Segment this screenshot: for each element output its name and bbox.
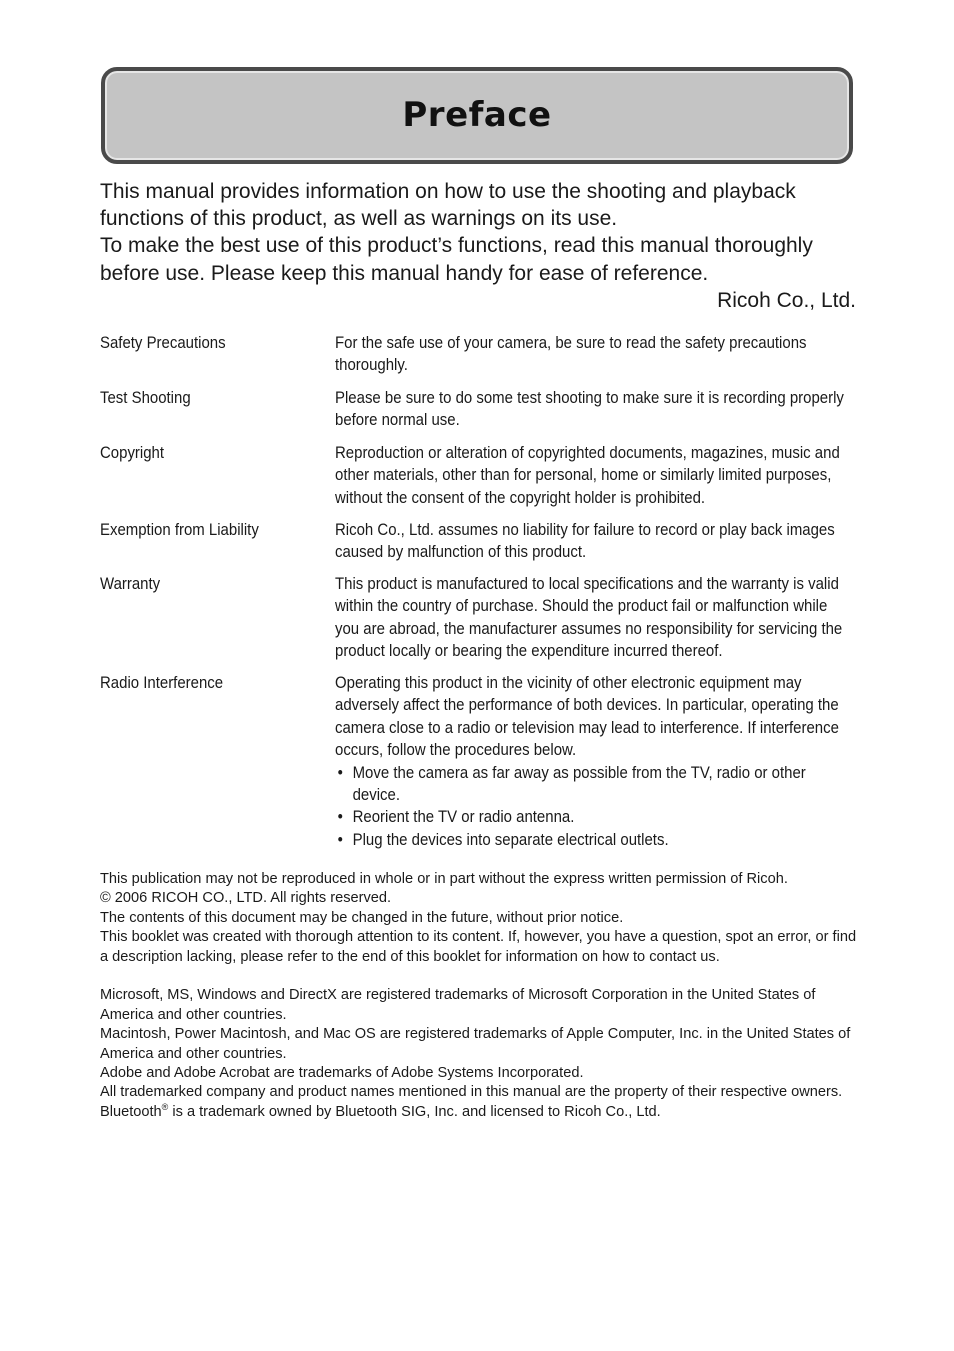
item-description: Please be sure to do some test shooting to make sure it is recording properly before normal use. xyxy=(335,388,844,430)
item-description xyxy=(335,672,854,851)
trademark-others: All trademarked company and product names mentioned in this manual are the property of their respective owners. xyxy=(100,1084,843,1101)
trademark-bluetooth xyxy=(100,1103,860,1122)
item-label: Copyright xyxy=(100,443,165,462)
preface-banner xyxy=(101,67,853,164)
item-label: Exemption from Liability xyxy=(100,520,259,539)
bluetooth-text: is a trademark owned by Bluetooth SIG, Inc. and licensed to Ricoh Co., Ltd. xyxy=(168,1103,661,1120)
legal-notes xyxy=(100,870,860,1122)
note-copyright: © 2006 RICOH CO., LTD. All rights reserved. xyxy=(100,890,392,907)
item-description: Reproduction or alteration of copyrighted documents, magazines, music and other materials, other than for personal, home or similarly limited purposes, without the consent of the copyright holder is prohibited. xyxy=(335,443,840,507)
trademark-adobe: Adobe and Adobe Acrobat are trademarks of Adobe Systems Incorporated. xyxy=(100,1065,584,1082)
trademark-apple: Macintosh, Power Macintosh, and Mac OS are registered trademarks of Apple Computer, Inc. in the United States of America and other countries. xyxy=(100,1026,851,1062)
list-item: • Move the camera as far away as possible from the TV, radio or other device. xyxy=(335,762,854,807)
registered-mark: ® xyxy=(161,1101,169,1112)
item-label: Safety Precautions xyxy=(100,333,226,352)
item-description: For the safe use of your camera, be sure to read the safety precautions thoroughly. xyxy=(335,333,807,375)
trademark-microsoft: Microsoft, MS, Windows and DirectX are registered trademarks of Microsoft Corporation in the United States of America and other countries. xyxy=(100,987,816,1023)
intro-section xyxy=(100,178,856,314)
interference-steps xyxy=(335,762,854,852)
note-changes: The contents of this document may be changed in the future, without prior notice. xyxy=(100,909,624,926)
item-description: Ricoh Co., Ltd. assumes no liability for failure to record or play back images caused by malfunction of this product. xyxy=(335,520,835,562)
intro-paragraph: To make the best use of this product’s functions, read this manual thoroughly before use. Please keep this manual handy for ease of reference. xyxy=(100,234,813,285)
item-description-text: Operating this product in the vicinity of other electronic equipment may adversely affect the performance of both devices. In particular, operating the camera close to a radio or television may lead to interference. If interference occurs, follow the procedures below. xyxy=(335,673,839,760)
note-attention: This booklet was created with thorough attention to its content. If, however, you have a question, spot an error, or find a description lacking, please refer to the end of this booklet for information on how to contact us. xyxy=(100,929,857,965)
intro-paragraph: This manual provides information on how to use the shooting and playback functions of this product, as well as warnings on its use. xyxy=(100,180,796,231)
item-label: Warranty xyxy=(100,574,161,593)
item-label: Test Shooting xyxy=(100,388,191,407)
note-reproduction: This publication may not be reproduced in whole or in part without the express written permission of Ricoh. xyxy=(100,871,788,887)
list-item: • Reorient the TV or radio antenna. xyxy=(335,806,854,828)
page-title: Preface xyxy=(402,95,552,135)
list-item: • Plug the devices into separate electrical outlets. xyxy=(335,829,854,851)
item-label: Radio Interference xyxy=(100,673,224,692)
signature: Ricoh Co., Ltd. xyxy=(717,288,856,312)
spacer xyxy=(100,967,860,986)
item-description: This product is manufactured to local specifications and the warranty is valid within the country of purchase. Should the product fail or malfunction while you are abroad, the manufacturer assumes no responsibility for servicing the product locally or bearing the expenditure incurred thereof. xyxy=(335,574,843,661)
bluetooth-name: Bluetooth xyxy=(100,1103,162,1120)
